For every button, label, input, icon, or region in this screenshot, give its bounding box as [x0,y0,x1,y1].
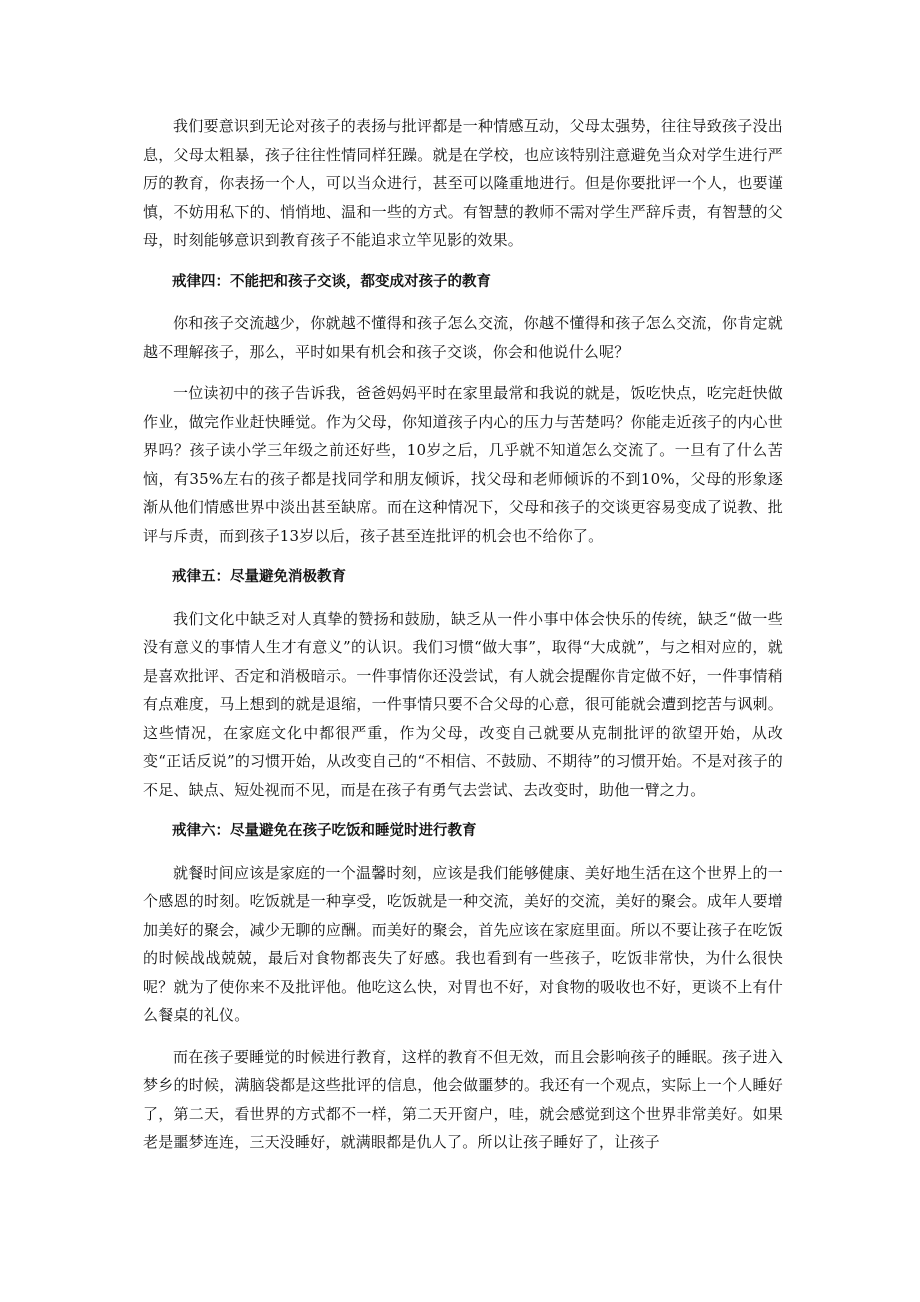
heading-rule-five: 戒律五：尽量避免消极教育 [172,569,346,585]
paragraph-mealtime: 就餐时间应该是家庭的一个温馨时刻，应该是我们能够健康、美好地生活在这个世界上的一个感恩的时刻。吃饭就是一种享受，吃饭就是一种交流，美好的交流，美好的聚会。成年人要增加美好的聚会，减少无聊的应酬。而美好的聚会，首先应该在家庭里面。所以不要让孩子在吃饭的时候战战兢兢，最后对食物都丧失了好感。我也看到有一些孩子，吃饭非常快，为什么很快呢？就为了使你来不及批评他。他吃这么快，对胃也不好，对食物的吸收也不好，更谈不上有什么餐桌的礼仪。 [143,863,783,1024]
heading-rule-four: 戒律四：不能把和孩子交谈，都变成对孩子的教育 [172,273,491,290]
paragraph-bedtime: 而在孩子要睡觉的时候进行教育，这样的教育不但无效，而且会影响孩子的睡眠。孩子进入梦乡的时候，满脑袋都是这些批评的信息，他会做噩梦的。我还有一个观点，实际上一个人睡好了，第二天，看世界的方式都不一样，第二天开窗户，哇，就会感觉到这个世界非常美好。如果老是噩梦连连，三天没睡好，就满眼都是仇人了。所以让孩子睡好了，让孩子 [143,1047,783,1151]
paragraph-praise-criticism: 我们要意识到无论对孩子的表扬与批评都是一种情感互动，父母太强势，往往导致孩子没出息，父母太粗暴，孩子往往性情同样狂躁。就是在学校，也应该特别注意避免当众对学生进行严厉的教育，你表扬一个人，可以当众进行，甚至可以隆重地进行。但是你要批评一个人，也要谨慎，不妨用私下的、悄悄地、温和一些的方式。有智慧的教师不需对学生严辞斥责，有智慧的父母，时刻能够意识到教育孩子不能追求立竿见影的效果。 [143,117,783,249]
heading-rule-six: 戒律六：尽量避免在孩子吃饭和睡觉时进行教育 [172,823,477,839]
paragraph-communication: 你和孩子交流越少，你就越不懂得和孩子怎么交流，你越不懂得和孩子怎么交流，你肯定就越不理解孩子，那么，平时如果有机会和孩子交谈，你会和他说什么呢？ [143,314,783,361]
document-page [143,112,783,1170]
paragraph-middle-school-child: 一位读初中的孩子告诉我，爸爸妈妈平时在家里最常和我说的就是，饭吃快点，吃完赶快做作业，做完作业赶快睡觉。作为父母，你知道孩子内心的压力与苦楚吗？你能走近孩子的内心世界吗？孩子读小学三年级之前还好些，10岁之后，几乎就不知道怎么交流了。一旦有了什么苦恼，有35%左右的孩子都是找同学和朋友倾诉，找父母和老师倾诉的不到10%，父母的形象逐渐从他们情感世界中淡出甚至缺席。而在这种情况下，父母和孩子的交谈更容易变成了说教、批评与斥责，而到孩子13岁以后，孩子甚至连批评的机会也不给你了。 [143,384,783,545]
paragraph-negative-education: 我们文化中缺乏对人真挚的赞扬和鼓励，缺乏从一件小事中体会快乐的传统，缺乏“做一些没有意义的事情人生才有意义”的认识。我们习惯“做大事”，取得“大成就”，与之相对应的，就是喜欢批评、否定和消极暗示。一件事情你还没尝试，有人就会提醒你肯定做不好，一件事情稍有点难度，马上想到的就是退缩，一件事情只要不合父母的心意，很可能就会遭到挖苦与讽刺。这些情况，在家庭文化中都很严重，作为父母，改变自己就要从克制批评的欲望开始，从改变“正话反说”的习惯开始，从改变自己的“不相信、不鼓励、不期待”的习惯开始。不是对孩子的不足、缺点、短处视而不见，而是在孩子有勇气去尝试、去改变时，助他一臂之力。 [143,609,783,799]
